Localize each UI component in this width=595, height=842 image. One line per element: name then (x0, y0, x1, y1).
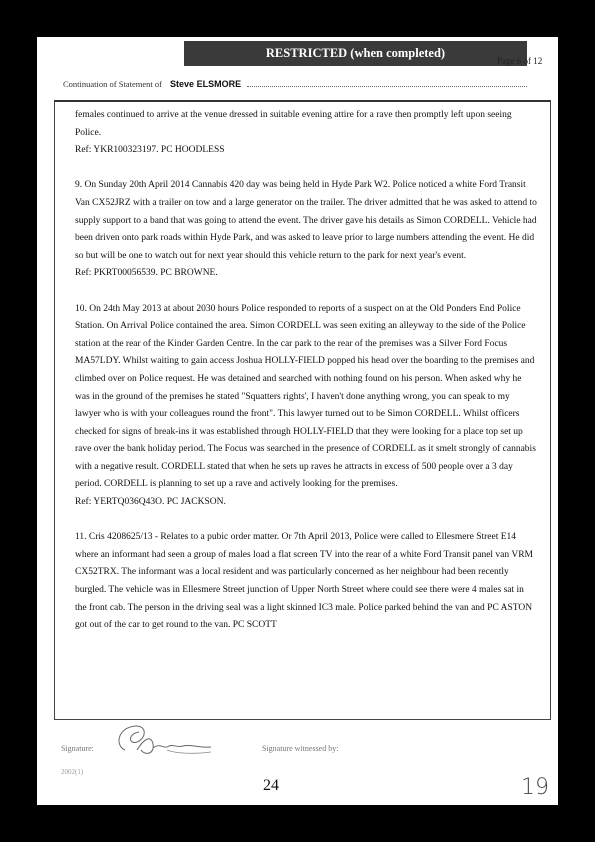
signature-scribble-icon (107, 720, 227, 762)
witness-label: Signature witnessed by: (262, 744, 339, 753)
statement-paragraph: 11. Cris 4208625/13 - Relates to a pubic order matter. Or 7th April 2013, Police were called to Ellesmere Street E14 where an informant had seen a group of males load a flat screen TV into the rear of a white Ford Transit panel van VRM CX52TRX. The informant was a local resident and was particularly concerned as her neighbour had been recently burgled. The vehicle was in Ellesmere Street junction of Upper North Street where could see there were 4 males sat in the front cab. The person in the driving seal was a light skinned IC3 male. Police parked behind the van and PC ASTON got out of the car to get round to the van. PC SCOTT (75, 532, 533, 631)
continuation-label: Continuation of Statement of (63, 79, 162, 89)
statement-body-text (75, 107, 537, 635)
paragraph-gap (75, 160, 537, 178)
statement-paragraph: females continued to arrive at the venue dressed in suitable evening attire for a rave then promptly left upon seeing Police. (75, 110, 512, 138)
paragraph-gap (75, 512, 537, 530)
bottom-page-number: 24 (263, 777, 279, 794)
statement-page (37, 37, 558, 805)
statement-paragraph: Ref: YKR100323197. PC HOODLESS (75, 145, 225, 156)
statement-paragraph: 10. On 24th May 2013 at about 2030 hours Police responded to reports of a suspect on at the Old Ponders End Police Station. On Arrival Police contained the area. Simon CORDELL was seen exiting an alleyway to the side of the Police station at the rear of the Kinder Garden Centre. In the car park to the rear of the premises was a Silver Ford Focus MA57LDY. Whilst waiting to gain access Joshua HOLLY-FIELD popped his head over the boarding to the premises and climbed over on Police request. He was detained and searched with nothing found on his person. When asked why he was in the ground of the premises he stated "Squatters rights', I haven't done anything wrong, you can speak to my lawyer who is with your colleagues round the front". This lawyer turned out to be Simon CORDELL. Whilst officers checked for signs of break-ins it was established through HOLLY-FIELD that they were looking for a place top set up rave over the bank holiday period. The Focus was searched in the presence of CORDELL as it smelt strongly of cannabis with a negative result. CORDELL stated that when he sets up raves he attracts in excess of 500 people over a 3 day period. CORDELL is planning to set up a rave and actively looking for the premises. (75, 303, 536, 490)
handwritten-page-number: 19 (521, 775, 549, 800)
form-code: 2002(1) (61, 768, 84, 776)
statement-paragraph: Ref: PKRT00056539. PC BROWNE. (75, 268, 218, 279)
statement-paragraph: 9. On Sunday 20th April 2014 Cannabis 420 day was being held in Hyde Park W2. Police noticed a white Ford Transit Van CX52JRZ with a trailer on tow and a large generator on the trailer. The driver admitted that he was asked to attend to supply support to a band that was going to attend the event. The driver gave his details as Simon CORDELL. Vehicle had been driven onto park roads within Hyde Park, and was asked to leave prior to large numbers attending the event. He did so but will be one to watch out for next year should this vehicle return to the park for next year's event. (75, 180, 537, 261)
statement-author-name: Steve ELSMORE (170, 79, 242, 89)
page-indicator: Page 6 of 12 (497, 56, 543, 66)
paragraph-gap (75, 283, 537, 301)
continuation-line (63, 79, 527, 89)
dotted-rule (247, 80, 527, 87)
signature-label: Signature: (61, 744, 94, 753)
statement-body-frame (54, 100, 551, 720)
statement-paragraph: Ref: YERTQ036Q43O. PC JACKSON. (75, 497, 226, 508)
restricted-banner: RESTRICTED (when completed) (184, 41, 527, 66)
